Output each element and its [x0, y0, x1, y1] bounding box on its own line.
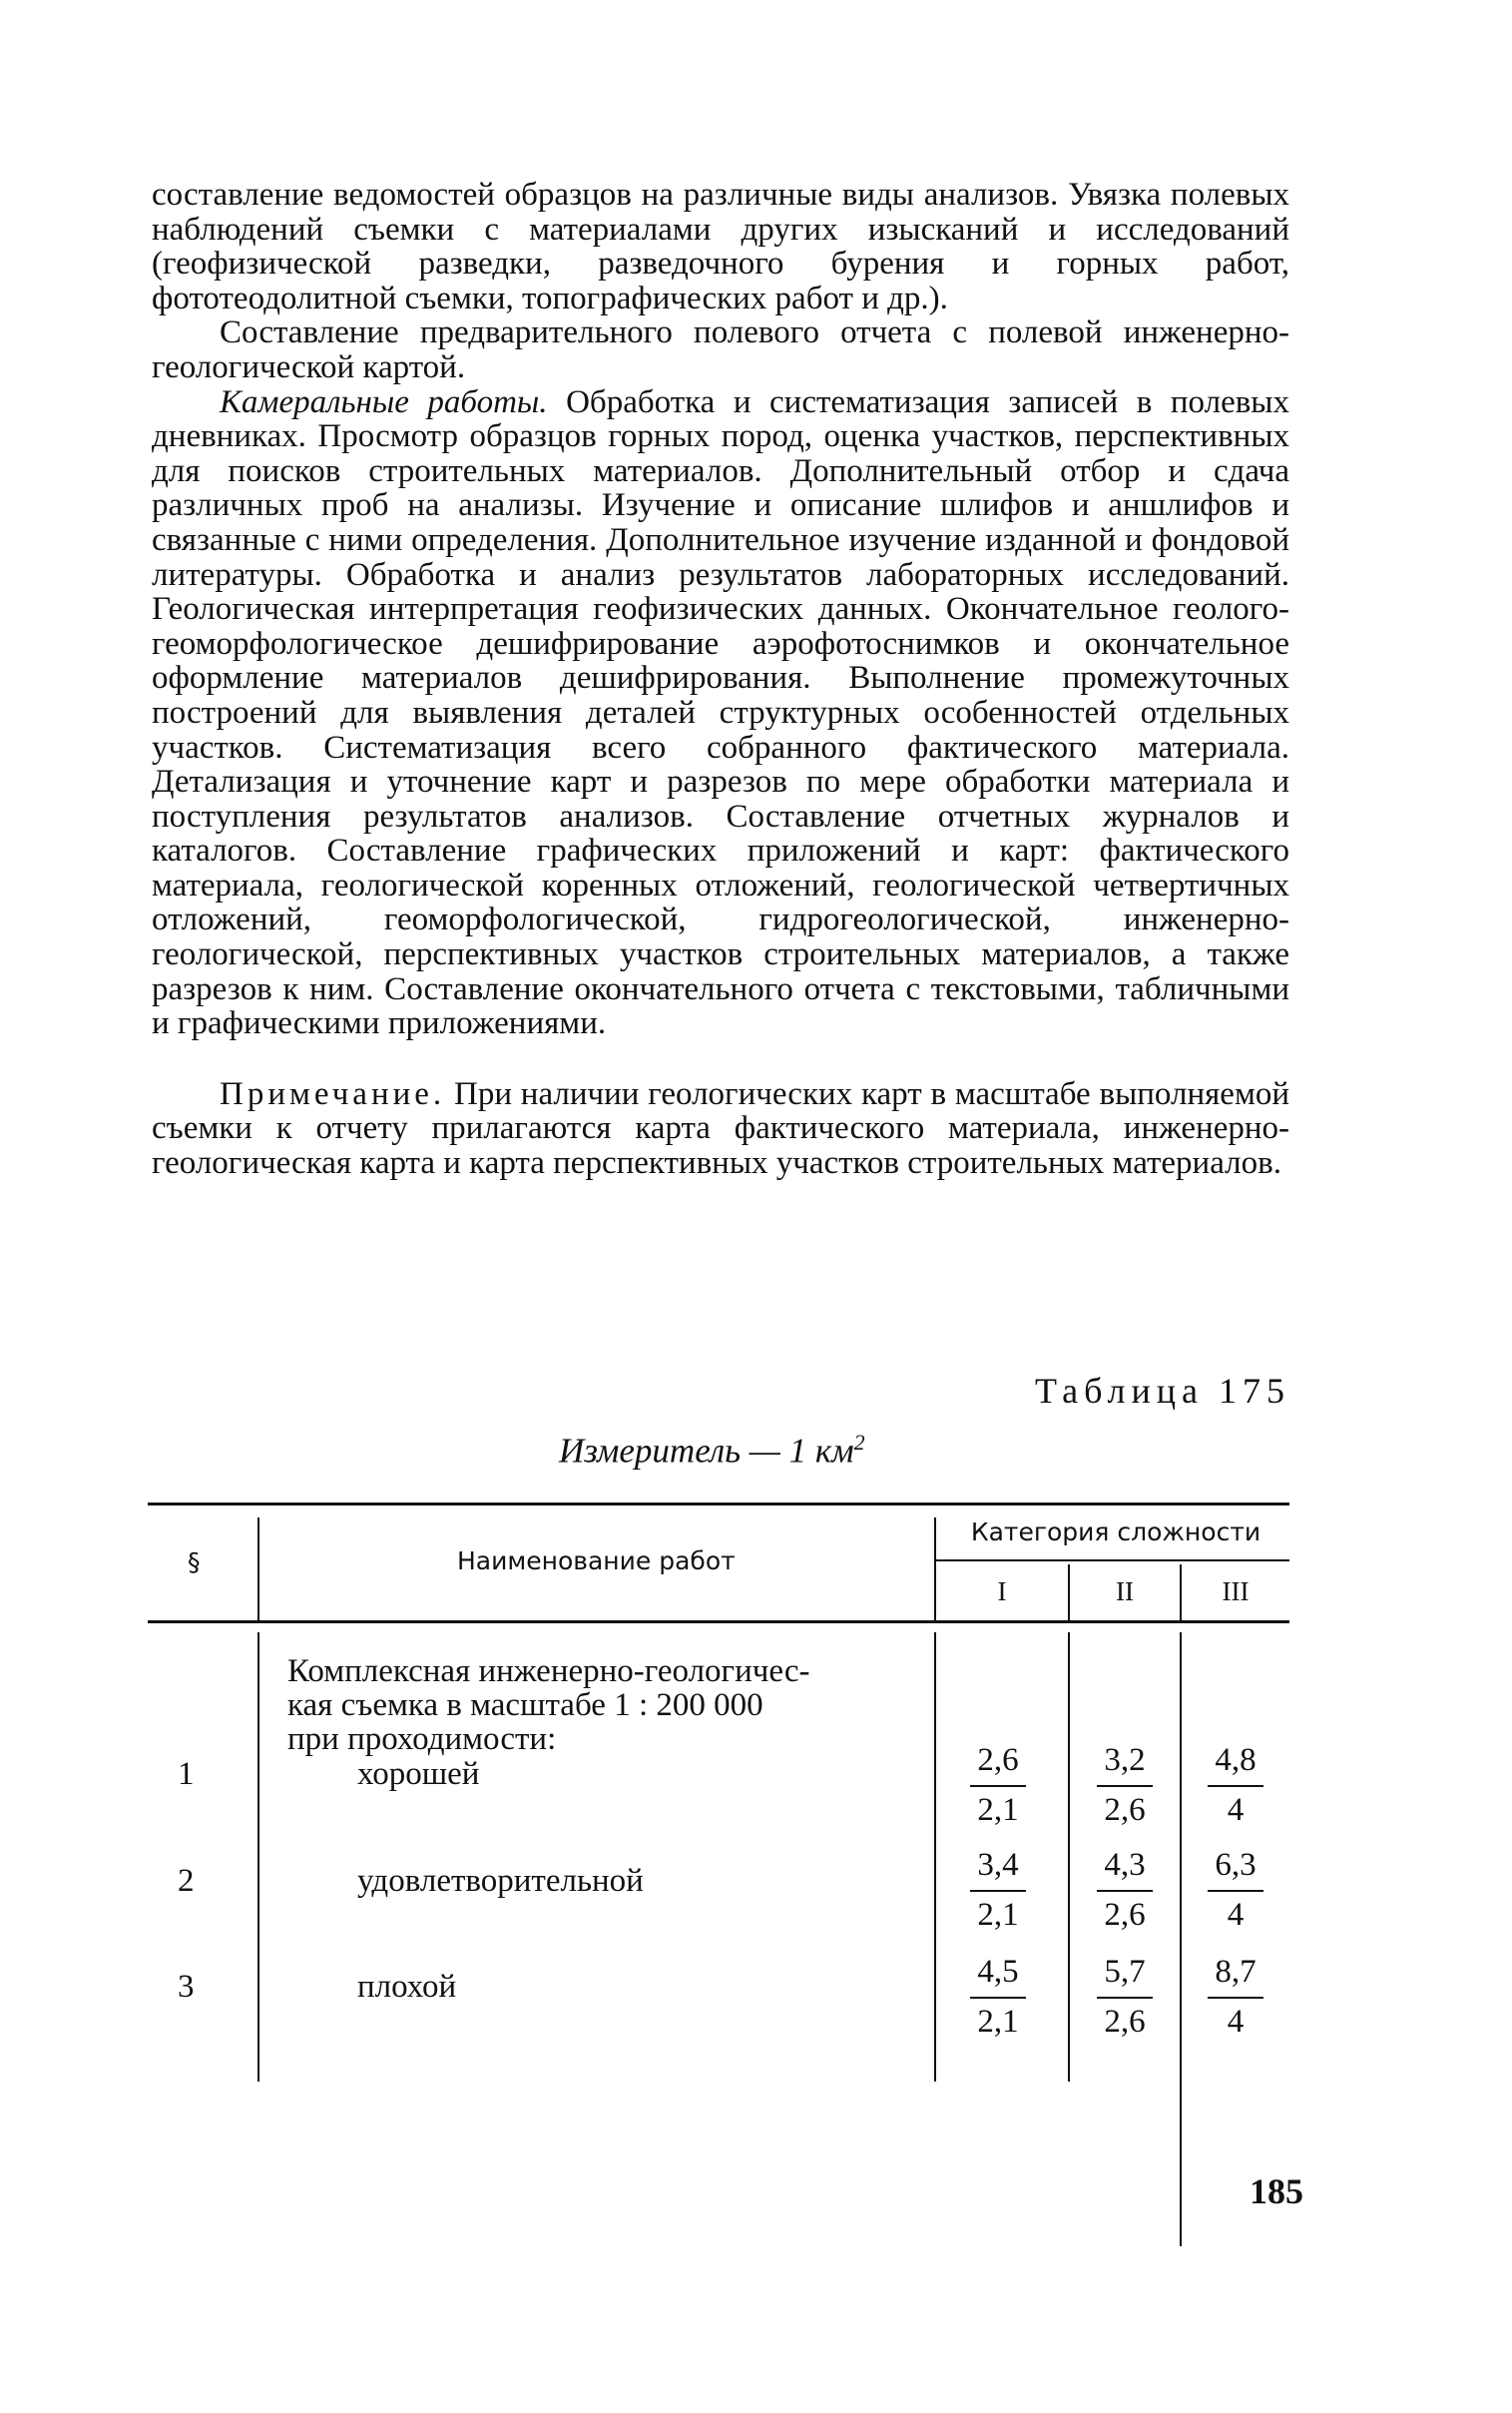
header-col-2: II — [1116, 1576, 1134, 1606]
row-1-col-2-bar — [1097, 1785, 1153, 1787]
row-2-col-1-top: 3,4 — [977, 1847, 1019, 1883]
header-category: Категория сложности — [970, 1517, 1261, 1546]
work-intro-line-1: Комплексная инженерно-геологичес- — [287, 1653, 810, 1689]
row-3-col-3-top: 8,7 — [1215, 1954, 1257, 1990]
table-label: Таблица 175 — [1035, 1371, 1290, 1411]
row-3-col-2-bar — [1097, 1997, 1153, 1999]
body-divider-3 — [1068, 1632, 1070, 2082]
row-3-col-1-bar — [970, 1997, 1026, 1999]
note-paragraph — [152, 1077, 1289, 1181]
row-2-col-1-bar — [970, 1890, 1026, 1892]
body-divider-4 — [1180, 1632, 1182, 2246]
row-2-number: 2 — [178, 1863, 195, 1899]
page-number: 185 — [1250, 2171, 1303, 2211]
paragraph-1: составление ведомостей образцов на различные виды анализов. Увязка полевых наблюдений съемки с материалами других изысканий и исследований (геофизической разведки, разведочного бурения и горных работ, фототеодолитной съемки, топографических работ и др.). — [152, 177, 1289, 316]
row-3-col-2-bottom: 2,6 — [1104, 2004, 1146, 2040]
measure-superscript: 2 — [853, 1430, 865, 1455]
row-1-col-2-top: 3,2 — [1104, 1742, 1146, 1778]
row-1-col-1-bottom: 2,1 — [977, 1792, 1019, 1828]
table-top-rule — [148, 1503, 1289, 1506]
body-divider-2 — [934, 1632, 936, 2082]
row-3-col-2-top: 5,7 — [1104, 1954, 1146, 1990]
body-divider-1 — [257, 1632, 259, 2082]
row-2-col-2-bottom: 2,6 — [1104, 1897, 1146, 1933]
paragraph-3-text: Обработка и систематизация записей в полевых дневниках. Просмотр образцов горных пород, оценка участков, перспективных для поисков строительных материалов. Дополнительный отбор и сдача различных проб на анализы. Изучение и описание шлифов и аншлифов и связанные с ними определения. Дополнительное изучение изданной и фондовой литературы. Обработка и анализ результатов лабораторных исследований. Геологическая интерпретация геофизических данных. Окончательное геолого-геоморфологическое дешифрирование аэрофотоснимков и окончательное оформление материалов дешифрирования. Выполнение промежуточных построений для выявления деталей структурных особенностей отдельных участков. Систематизация всего собранного фактического материала. Детализация и уточнение карт и разрезов по мере обработки материала и поступления результатов анализов. Составление отчетных журналов и каталогов. Составление графических приложений и карт: фактического материала, геологической коренных отложений, геологической четвертичных отложений, геоморфологической, гидрогеологической, инженерно-геологической, перспективных участков строительных материалов, а также разрезов к ним. Составление окончательного отчета с текстовыми, табличными и графическими приложениями. — [152, 383, 1289, 1042]
row-1-col-1-top: 2,6 — [977, 1742, 1019, 1778]
row-2-col-3-bottom: 4 — [1227, 1897, 1245, 1933]
paragraph-3-lead: Камеральные работы. — [220, 383, 548, 420]
row-3-col-1-top: 4,5 — [977, 1954, 1019, 1990]
row-2-col-2-bar — [1097, 1890, 1153, 1892]
paragraph-2: Составление предварительного полевого отчета с полевой инженерно-геологической картой. — [152, 314, 1289, 385]
row-2-col-3-top: 6,3 — [1215, 1847, 1257, 1883]
row-2-col-2-top: 4,3 — [1104, 1847, 1146, 1883]
row-1-col-1-bar — [970, 1785, 1026, 1787]
header-section: § — [188, 1547, 201, 1576]
category-subheader-rule — [934, 1559, 1289, 1561]
measure-unit — [559, 1430, 865, 1472]
work-intro-line-2: кая съемка в масштабе 1 : 200 000 — [287, 1687, 763, 1723]
column-divider-1 — [257, 1517, 259, 1620]
row-1-col-3-top: 4,8 — [1215, 1742, 1257, 1778]
row-1-col-3-bottom: 4 — [1227, 1792, 1245, 1828]
row-2-col-1-bottom: 2,1 — [977, 1897, 1019, 1933]
header-name: Наименование работ — [457, 1546, 736, 1575]
measure-text: Измеритель — 1 км — [559, 1431, 854, 1471]
row-1-col-2-bottom: 2,6 — [1104, 1792, 1146, 1828]
row-3-col-1-bottom: 2,1 — [977, 2004, 1019, 2040]
data-table — [148, 1503, 1289, 2116]
row-1-number: 1 — [178, 1756, 195, 1792]
paragraph-3 — [152, 385, 1289, 1041]
row-3-col-3-bar — [1208, 1997, 1263, 1999]
note-lead: Примечание. — [220, 1075, 446, 1112]
note-text: При наличии геологических карт в масштабе выполняемой съемки к отчету прилагаются карта фактического материала, инженерно-геологическая карта и карта перспективных участков строительных материалов. — [152, 1075, 1289, 1182]
body-text — [152, 178, 1289, 1181]
row-2-name: удовлетворительной — [357, 1863, 644, 1899]
row-1-name: хорошей — [357, 1756, 480, 1792]
row-1-col-3-bar — [1208, 1785, 1263, 1787]
row-3-name: плохой — [357, 1969, 457, 2005]
row-3-col-3-bottom: 4 — [1227, 2004, 1245, 2040]
row-3-number: 3 — [178, 1969, 195, 2005]
header-col-1: I — [997, 1576, 1007, 1606]
row-2-col-3-bar — [1208, 1890, 1263, 1892]
work-intro-line-3: при проходимости: — [287, 1721, 557, 1757]
header-col-3: III — [1222, 1576, 1250, 1606]
table-header-bottom-rule — [148, 1620, 1289, 1623]
